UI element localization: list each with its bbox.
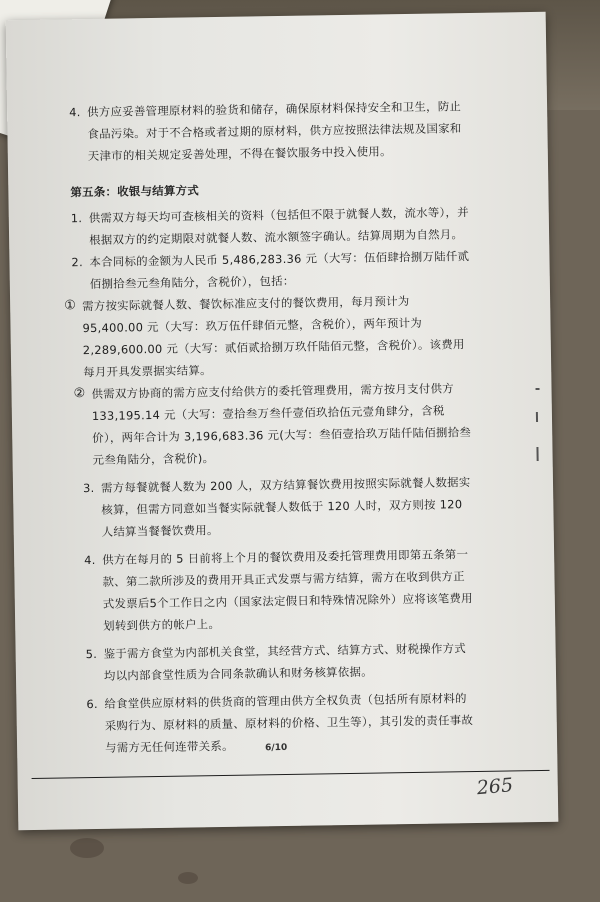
item-number: ① (64, 298, 77, 314)
table-stain (178, 872, 198, 884)
item-number: 4. (69, 105, 81, 120)
table-stain (70, 838, 104, 858)
item-number: 4. (84, 552, 96, 568)
item-number: 3. (82, 480, 95, 496)
item-number: 5. (85, 646, 98, 662)
page-number: 6/10 (265, 742, 288, 754)
item-number: ② (73, 386, 86, 402)
margin-mark (536, 412, 538, 422)
item-number: 1. (70, 211, 83, 226)
document-body (64, 95, 479, 759)
item-text: 本合同标的金额为人民币 5,486,283.36 元（大写：伍佰肆拾捌万陆仟贰佰捌拾叁元叁角陆分，含税价），包括： (89, 249, 470, 292)
list-item (71, 201, 472, 251)
item-text: 鉴于需方食堂为内部机关食堂，其经营方式、结算方式、财税操作方式均以内部食堂性质为合同条款确认和财务核算依据。 (103, 641, 467, 683)
item-number: 2. (71, 255, 84, 270)
footer-rule (32, 770, 550, 779)
item-text: 需方每餐就餐人数为 200 人，双方结算餐饮费用按照实际就餐人数据实核算，但需方同意如当餐实际就餐人数低于 120 人时，双方则按 120 人结算当餐餐饮费用。 (100, 475, 471, 539)
margin-mark (536, 447, 538, 461)
item-text: 给食堂供应原材料的供货商的管理由供方全权负责（包括所有原材料的采购行为、原材料的质量、原材料的价格、卫生等），其引发的责任事故与需方无任何连带关系。 (104, 691, 474, 755)
margin-mark (536, 388, 540, 390)
list-item (75, 471, 476, 543)
handwritten-annotation: 265 (475, 774, 514, 800)
item-text: 供方应妥善管理原材料的验货和储存，确保原材料保持安全和卫生，防止食品污染。对于不合格或者过期的原材料，供方应按照法律法规及国家和天津市的相关规定妥善处理，不得在餐饮服务中投入使用。 (87, 99, 462, 164)
list-item (77, 637, 478, 687)
item-text: 供方在每月的 5 日前将上个月的餐饮费用及委托管理费用即第五条第一款、第二款所涉及的费用开具正式发票与需方结算，需方在收到供方正式发票后5个工作日之内（国家法定假日和特殊情况除外）应将该笔费用划转到供方的帐户上。 (102, 547, 473, 633)
list-item (64, 289, 473, 383)
item-text: 供需双方协商的需方应支付给供方的委托管理费用，需方按月支付供方133,195.14 元（大写：壹拾叁万叁仟壹佰玖拾伍元壹角肆分，含税价），两年合计为 3,196,683.36 元(大写：叁佰壹拾玖万陆仟陆佰捌拾叁元叁角陆分，含税价)。 (91, 381, 472, 467)
document-page (6, 12, 559, 830)
clause-item-4 (69, 95, 470, 167)
item-number: 6. (86, 696, 99, 712)
list-item (71, 245, 472, 295)
section-heading: 第五条：收银与结算方式 (70, 183, 200, 200)
list-item (73, 377, 474, 471)
item-text: 供需双方每天均可查核相关的资料（包括但不限于就餐人数，流水等），并根据双方的约定期限对就餐人数、流水额签字确认。结算周期为自然月。 (88, 205, 469, 248)
list-item (76, 543, 477, 637)
item-text: 需方按实际就餐人数、餐饮标准应支付的餐饮费用，每月预计为 95,400.00 元（大写：玖万伍仟肆佰元整，含税价），两年预计为 2,289,600.00 元（大写：贰佰贰拾捌万玖仟陆佰元整，含税价）。该费用每月开具发票据实结算。 (82, 293, 465, 380)
